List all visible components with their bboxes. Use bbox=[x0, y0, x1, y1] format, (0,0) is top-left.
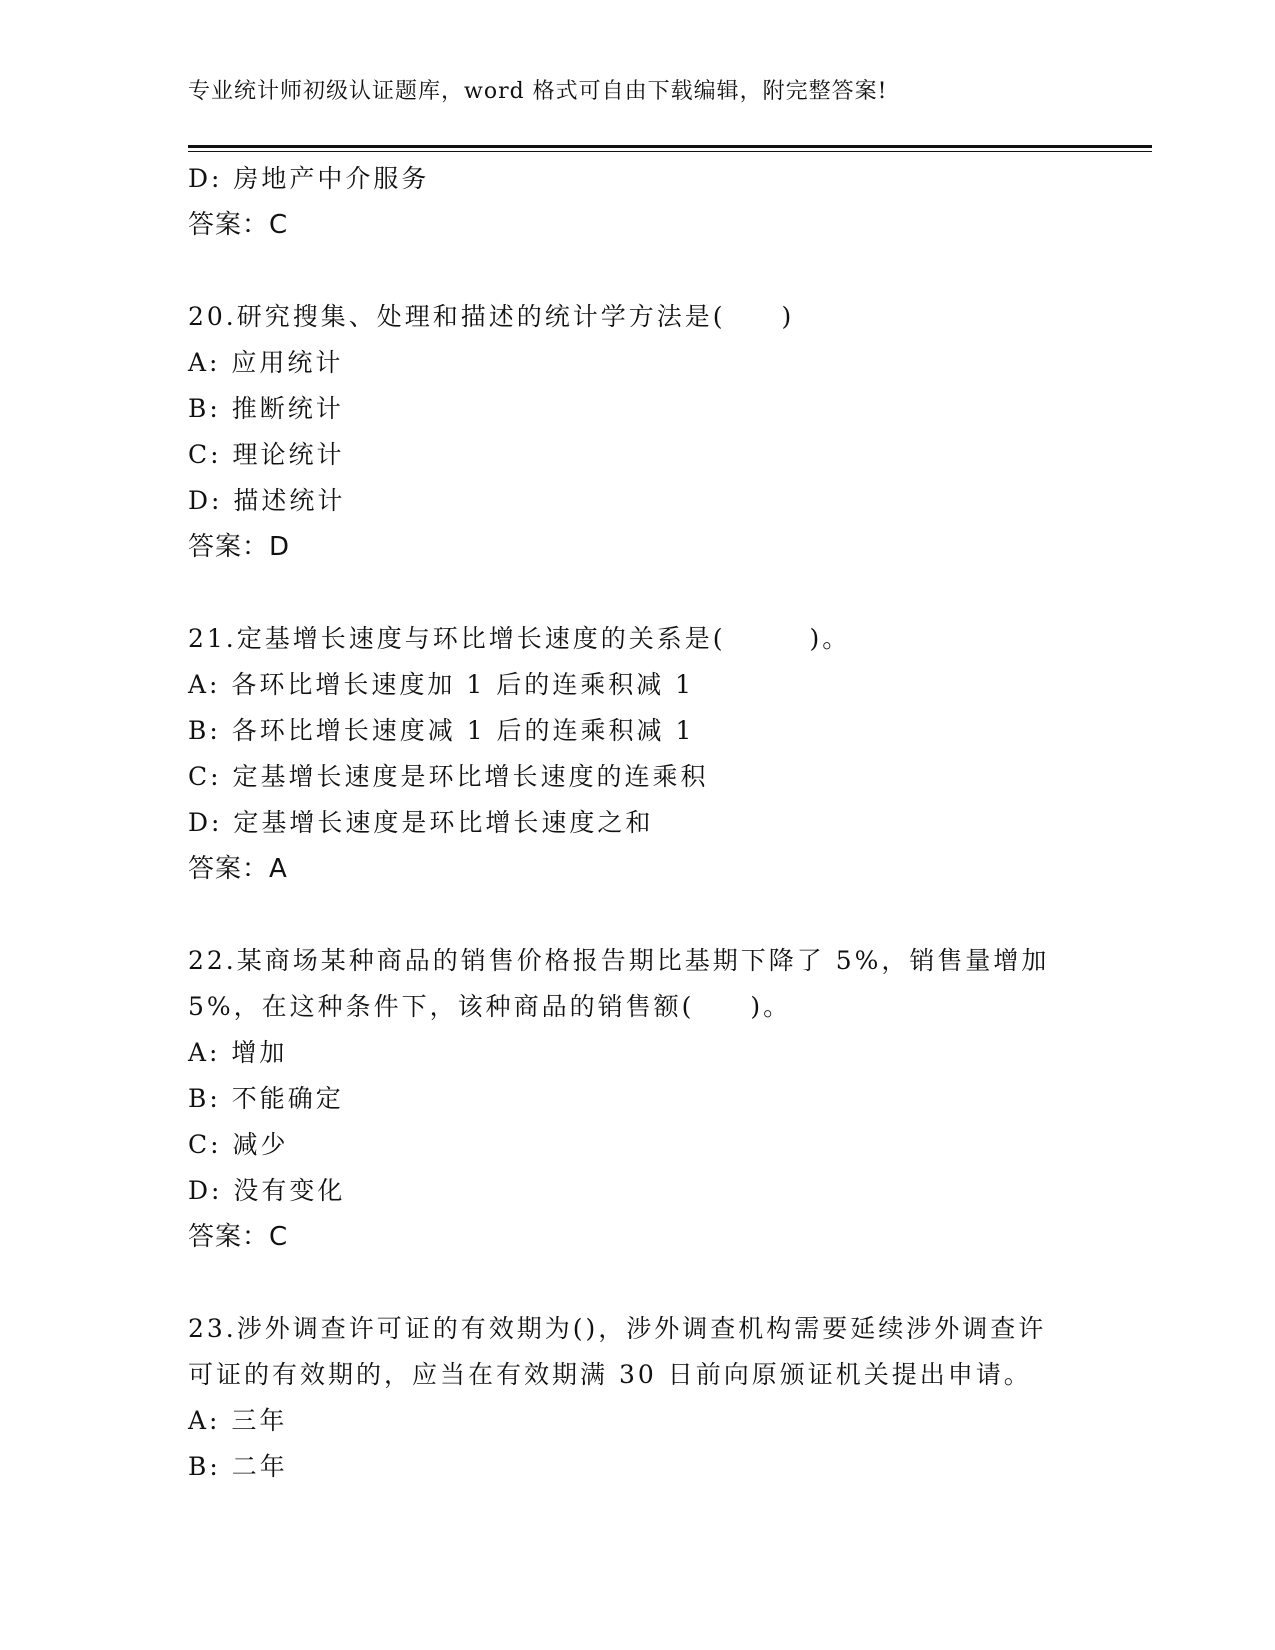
question-21 bbox=[188, 616, 1088, 892]
option-b: B: 各环比增长速度减 1 后的连乘积减 1 bbox=[188, 716, 695, 745]
question-stem-line-2: 5%，在这种条件下，该种商品的销售额( )。 bbox=[188, 992, 792, 1021]
option-d: D: 描述统计 bbox=[188, 486, 346, 515]
prev-option-d: D: 房地产中介服务 bbox=[188, 164, 430, 193]
prev-answer: 答案：C bbox=[188, 210, 289, 240]
option-b: B: 推断统计 bbox=[188, 394, 344, 423]
option-b: B: 不能确定 bbox=[188, 1084, 344, 1113]
spacer bbox=[188, 892, 1088, 938]
option-d: D: 定基增长速度是环比增长速度之和 bbox=[188, 808, 654, 837]
question-stem: 20.研究搜集、处理和描述的统计学方法是( ) bbox=[188, 302, 795, 331]
option-b: B: 二年 bbox=[188, 1452, 288, 1481]
option-c: C: 减少 bbox=[188, 1130, 289, 1159]
page-header: 专业统计师初级认证题库，word 格式可自由下载编辑，附完整答案! bbox=[188, 79, 888, 104]
header-rule-thin bbox=[188, 151, 1152, 152]
option-a: A: 应用统计 bbox=[188, 348, 344, 377]
option-d: D: 没有变化 bbox=[188, 1176, 346, 1205]
answer: 答案：A bbox=[188, 854, 288, 884]
spacer bbox=[188, 570, 1088, 616]
question-20 bbox=[188, 294, 1088, 570]
option-a: A: 增加 bbox=[188, 1038, 288, 1067]
question-22 bbox=[188, 938, 1088, 1260]
spacer bbox=[188, 248, 1088, 294]
question-stem: 21.定基增长速度与环比增长速度的关系是( )。 bbox=[188, 624, 851, 653]
option-c: C: 定基增长速度是环比增长速度的连乘积 bbox=[188, 762, 709, 791]
question-stem-line-1: 22.某商场某种商品的销售价格报告期比基期下降了 5%，销售量增加 bbox=[188, 946, 1050, 975]
option-a: A: 各环比增长速度加 1 后的连乘积减 1 bbox=[188, 670, 695, 699]
answer: 答案：C bbox=[188, 1222, 289, 1252]
question-stem-line-2: 可证的有效期的，应当在有效期满 30 日前向原颁证机关提出申请。 bbox=[188, 1360, 1032, 1389]
answer: 答案：D bbox=[188, 532, 291, 562]
option-a: A: 三年 bbox=[188, 1406, 288, 1435]
header-rule-thick bbox=[188, 145, 1152, 148]
question-stem-line-1: 23.涉外调查许可证的有效期为()，涉外调查机构需要延续涉外调查许 bbox=[188, 1314, 1047, 1343]
question-23 bbox=[188, 1306, 1088, 1490]
option-c: C: 理论统计 bbox=[188, 440, 345, 469]
spacer bbox=[188, 1260, 1088, 1306]
question-content bbox=[188, 156, 1088, 1490]
